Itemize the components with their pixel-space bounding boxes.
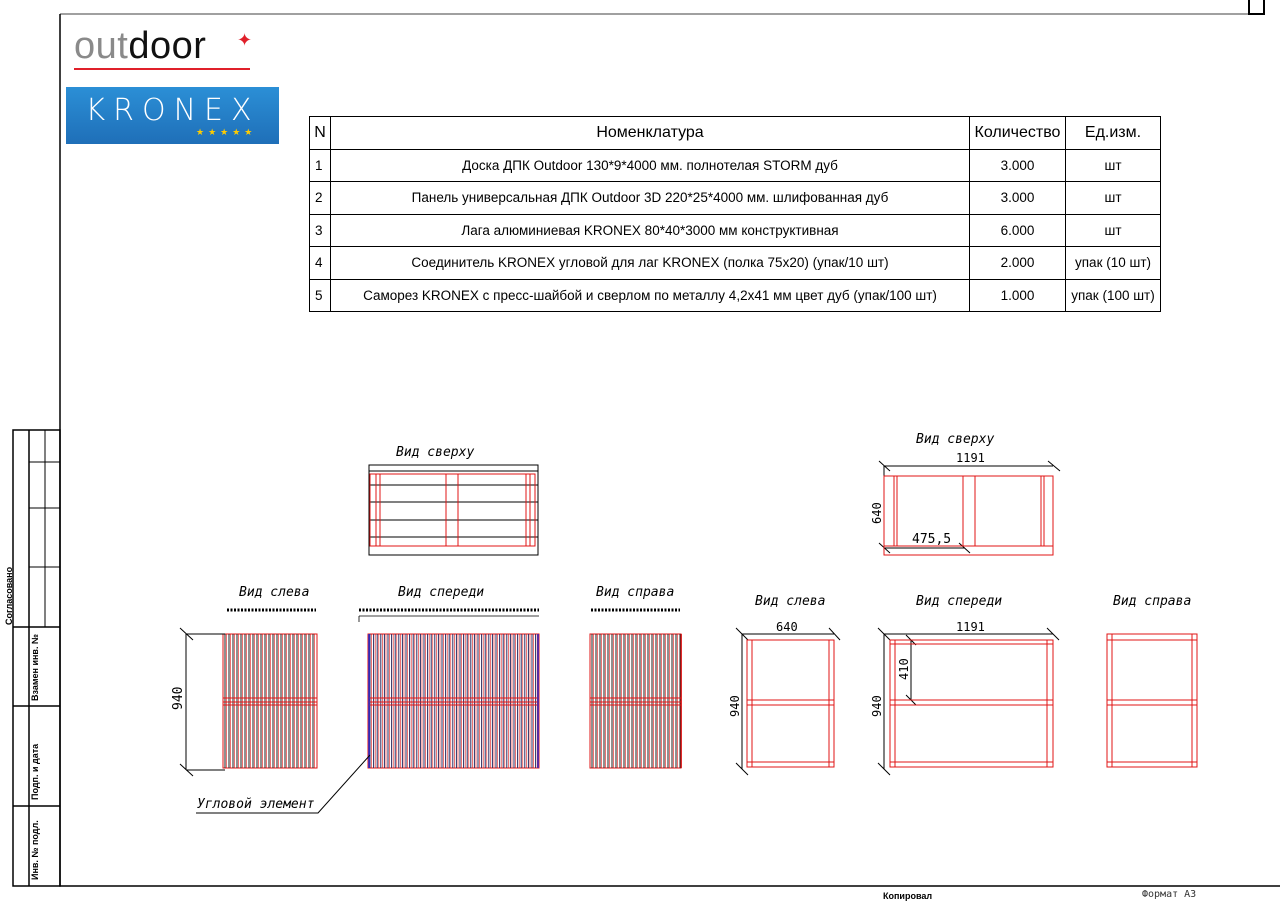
stamp-inv: Инв. № подл. bbox=[30, 820, 40, 880]
left-side-view bbox=[223, 634, 317, 768]
left-left-view-label: Вид слева bbox=[239, 585, 310, 600]
right-front-dim-1191: 1191 bbox=[956, 620, 985, 634]
table-cell: 1.000 bbox=[970, 279, 1066, 312]
left-right-view bbox=[590, 634, 682, 768]
right-top-dim-475: 475,5 bbox=[912, 532, 952, 547]
column-header: Номенклатура bbox=[331, 117, 970, 150]
table-cell: Доска ДПК Outdoor 130*9*4000 мм. полнотелая STORM дуб bbox=[331, 149, 970, 182]
right-front-dim-410: 410 bbox=[897, 658, 911, 680]
maple-leaf-icon: ✦ bbox=[237, 30, 253, 50]
sheet-frame bbox=[60, 0, 1280, 886]
stamp-sign-date: Подп. и дата bbox=[30, 743, 40, 800]
table-cell: 3.000 bbox=[970, 149, 1066, 182]
table-cell: 2.000 bbox=[970, 247, 1066, 280]
left-front-view-label: Вид спереди bbox=[398, 585, 485, 600]
table-cell: шт bbox=[1066, 182, 1161, 215]
left-top-view-label: Вид сверху bbox=[396, 445, 475, 460]
right-left-dim-940: 940 bbox=[728, 695, 742, 717]
right-top-dim-1191: 1191 bbox=[956, 451, 985, 465]
table-cell: 3.000 bbox=[970, 182, 1066, 215]
kronex-logo: KRONEX ★★★★★ bbox=[66, 87, 279, 144]
right-left-view-label: Вид слева bbox=[755, 594, 826, 609]
stamp-replace: Взамен инв. № bbox=[30, 634, 40, 701]
right-top-dim-640: 640 bbox=[870, 502, 884, 524]
table-cell: упак (10 шт) bbox=[1066, 247, 1161, 280]
table-cell: 1 bbox=[310, 149, 331, 182]
outdoor-logo: outdoor ✦ bbox=[74, 26, 206, 66]
column-header: N bbox=[310, 117, 331, 150]
table-cell: Соединитель KRONEX угловой для лаг KRONEX (полка 75x20) (упак/10 шт) bbox=[331, 247, 970, 280]
left-front-view bbox=[368, 634, 539, 768]
table-cell: шт bbox=[1066, 149, 1161, 182]
table-cell: упак (100 шт) bbox=[1066, 279, 1161, 312]
table-cell: 5 bbox=[310, 279, 331, 312]
copied-label: Копировал bbox=[883, 891, 933, 901]
corner-element-label: Угловой элемент bbox=[197, 797, 315, 812]
right-right-view bbox=[1107, 634, 1197, 767]
table-cell: Саморез KRONEX с пресс-шайбой и сверлом по металлу 4,2x41 мм цвет дуб (упак/100 шт) bbox=[331, 279, 970, 312]
right-top-view-label: Вид сверху bbox=[916, 432, 995, 447]
column-header: Ед.изм. bbox=[1066, 117, 1161, 150]
table-cell: 4 bbox=[310, 247, 331, 280]
format-label: Формат А3 bbox=[1142, 889, 1197, 900]
right-right-view-label: Вид справа bbox=[1113, 594, 1192, 609]
stamp-agreed: Согласовано bbox=[4, 566, 14, 625]
table-cell: Панель универсальная ДПК Outdoor 3D 220*25*4000 мм. шлифованная дуб bbox=[331, 182, 970, 215]
table-cell: Лага алюминиевая KRONEX 80*40*3000 мм конструктивная bbox=[331, 214, 970, 247]
board-tops-thin bbox=[359, 616, 539, 622]
table-cell: 2 bbox=[310, 182, 331, 215]
right-front-view bbox=[878, 628, 1059, 775]
right-front-view-label: Вид спереди bbox=[916, 594, 1003, 609]
left-height-dim-text: 940 bbox=[171, 686, 186, 710]
right-top-view bbox=[879, 461, 1060, 555]
table-cell: 6.000 bbox=[970, 214, 1066, 247]
left-height-dimension bbox=[180, 628, 225, 776]
table-cell: 3 bbox=[310, 214, 331, 247]
left-top-view bbox=[369, 465, 538, 555]
right-left-view bbox=[736, 628, 840, 775]
column-header: Количество bbox=[970, 117, 1066, 150]
right-front-dim-940: 940 bbox=[870, 695, 884, 717]
table-cell: шт bbox=[1066, 214, 1161, 247]
board-line bbox=[368, 634, 539, 768]
right-left-dim-640: 640 bbox=[776, 620, 798, 634]
left-right-view-label: Вид справа bbox=[596, 585, 675, 600]
